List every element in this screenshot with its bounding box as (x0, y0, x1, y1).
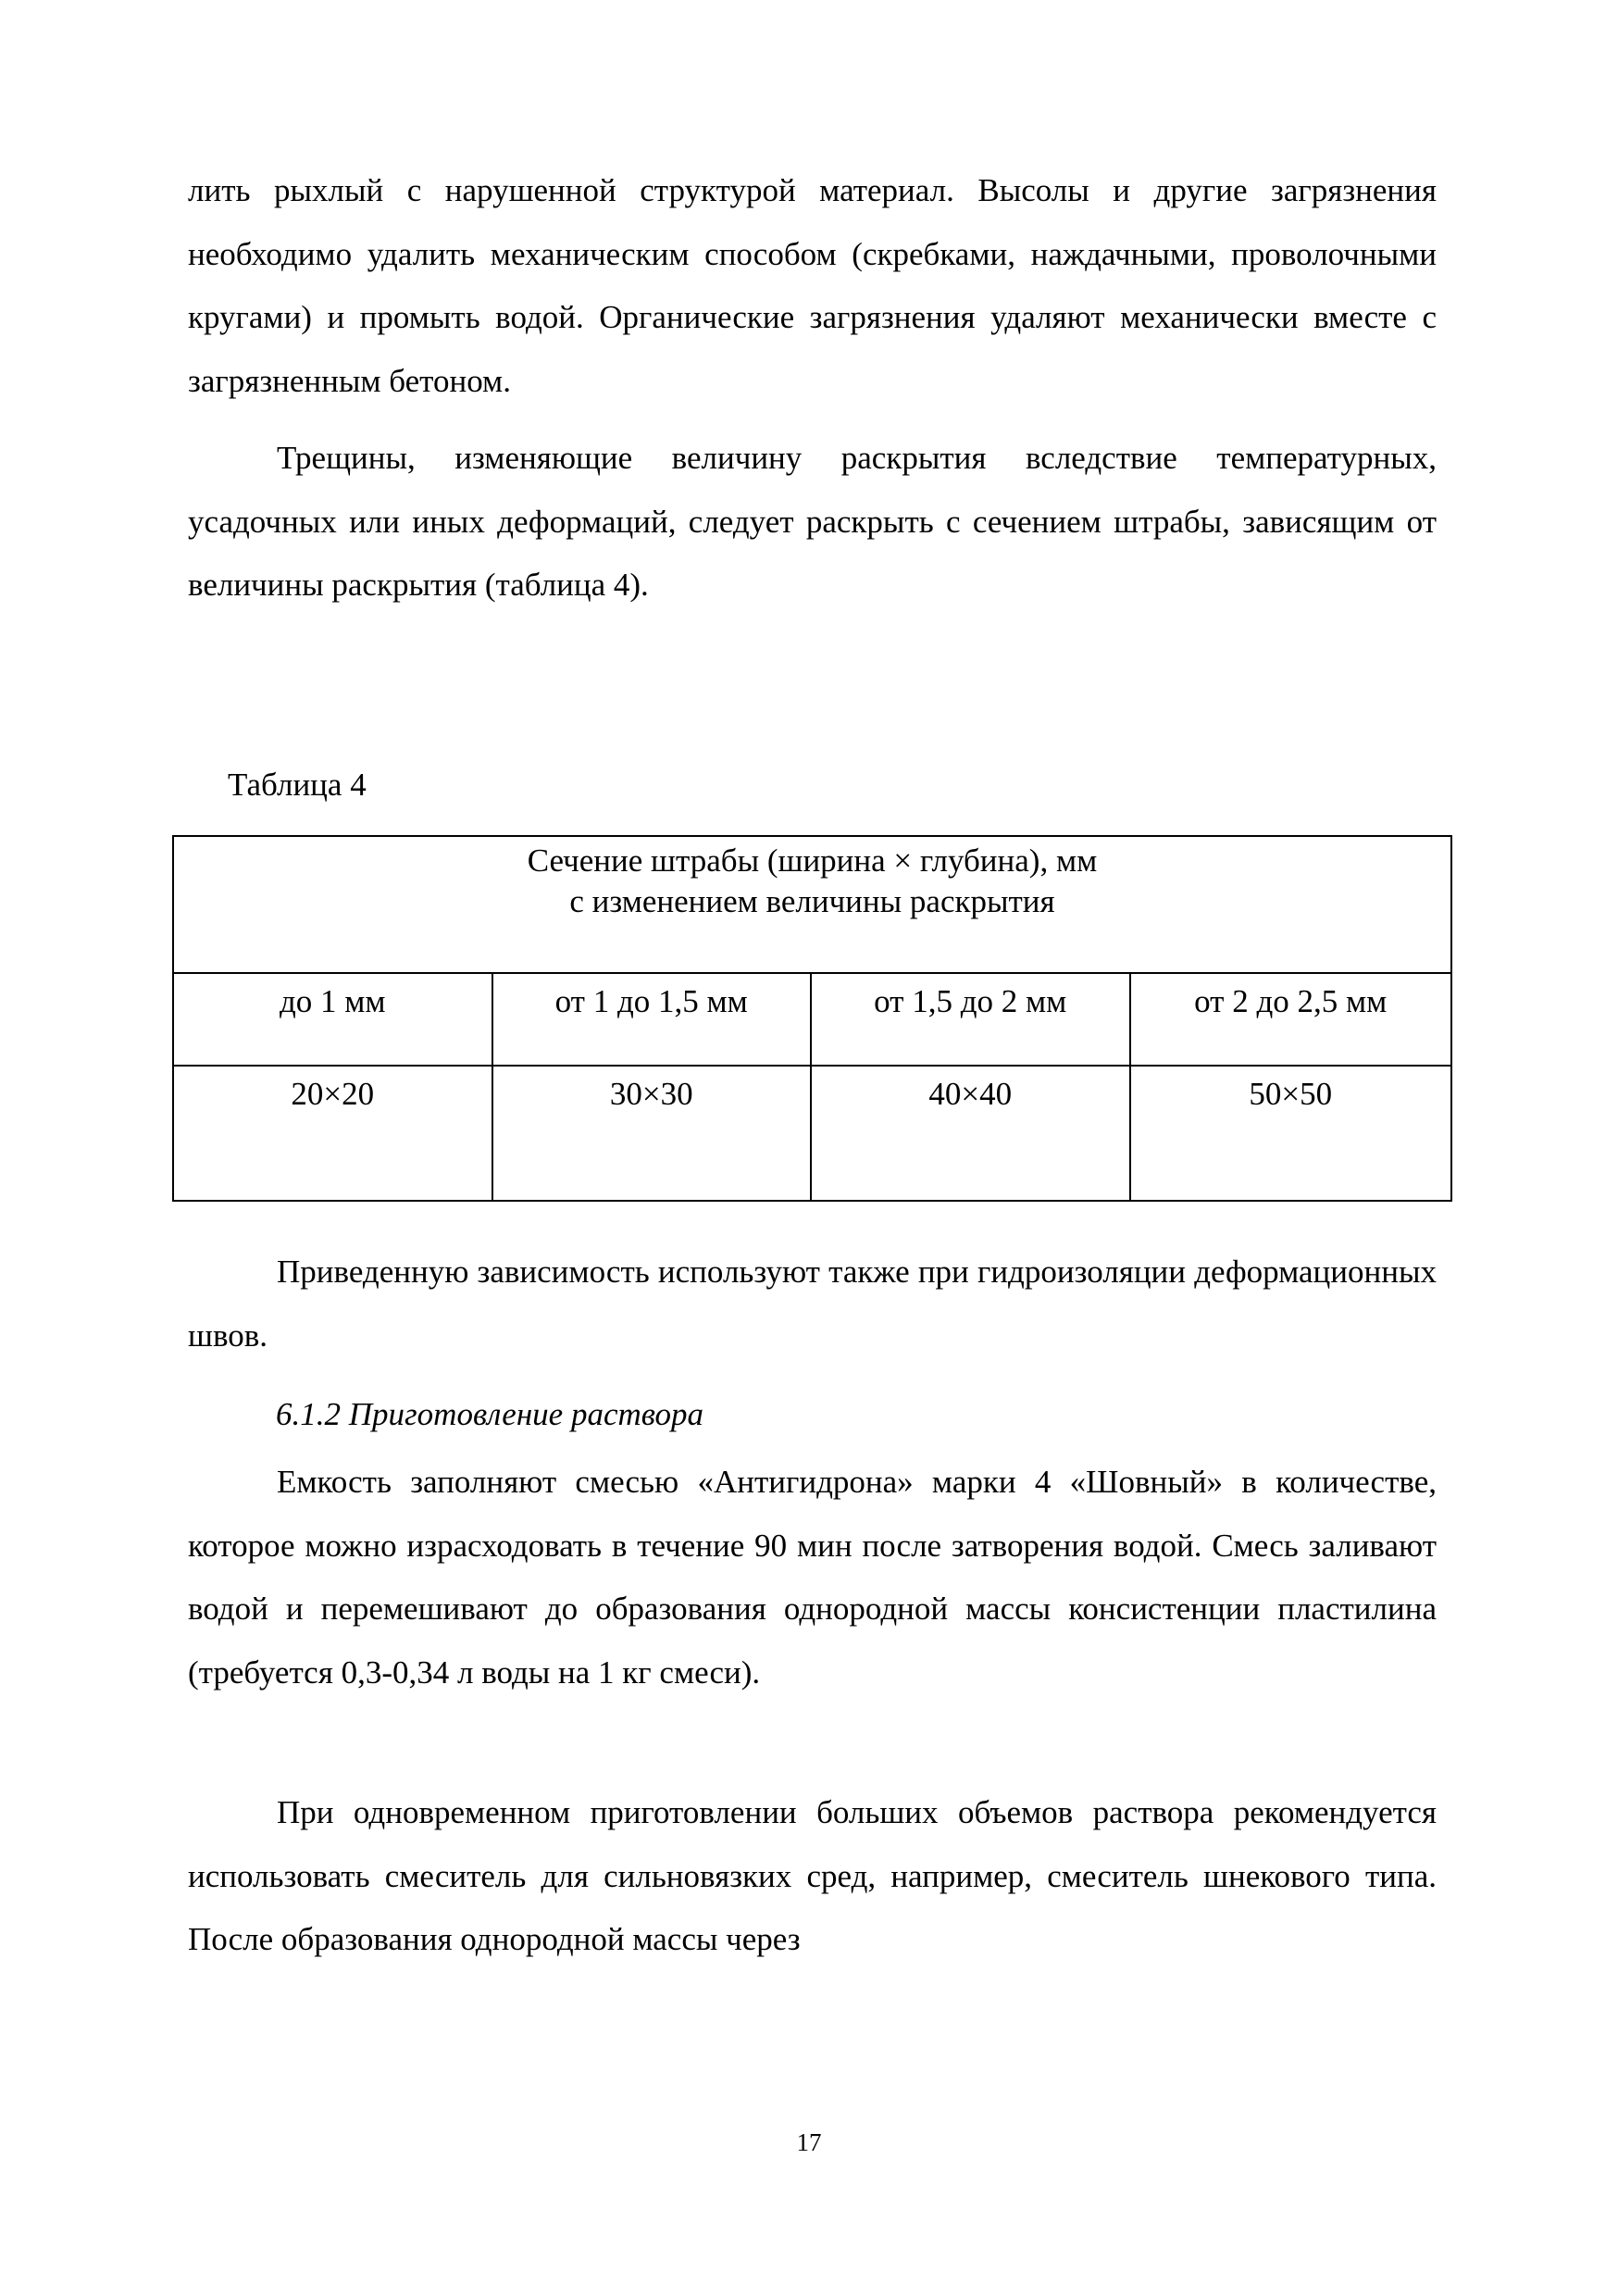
range-cell: от 2 до 2,5 мм (1130, 973, 1452, 1066)
strip-section-table (172, 835, 1452, 1202)
table-row (173, 973, 1451, 1066)
value-cell: 20×20 (173, 1066, 492, 1201)
value-cell: 40×40 (811, 1066, 1130, 1201)
value-cell: 30×30 (492, 1066, 812, 1201)
paragraph-preparation: Емкость заполняют смесью «Антигидрона» марки 4 «Шовный» в количестве, которое можно израсходовать в течение 90 мин после затворения водой. Смесь заливают водой и перемешивают до образования однородной массы консистенции пластилина (требуется 0,3-0,34 л воды на 1 кг смеси). (188, 1464, 1437, 1691)
paragraph-cleaning: лить рыхлый с нарушенной структурой материал. Высолы и другие загрязнения необходимо удалить механическим способом (скребками, наждачными, проволочными кругами) и промыть водой. Органические загрязнения удаляют механически вместе с загрязненным бетоном. (188, 172, 1437, 399)
paragraph-dependency: Приведенную зависимость используют также при гидроизоляции деформационных швов. (188, 1254, 1437, 1354)
range-cell: до 1 мм (173, 973, 492, 1066)
table-row (173, 1066, 1451, 1201)
paragraph-mixer: При одновременном приготовлении больших объемов раствора рекомендуется использовать смеситель для сильновязких сред, например, смеситель шнекового типа. После образования однородной массы через (188, 1794, 1437, 1957)
page-number: 17 (796, 2128, 822, 2156)
table-caption: Таблица 4 (228, 767, 367, 803)
table-header-cell (173, 836, 1451, 973)
section-heading: 6.1.2 Приготовление раствора (276, 1396, 704, 1432)
paragraph-cracks: Трещины, изменяющие величину раскрытия вследствие температурных, усадочных или иных деформаций, следует раскрыть с сечением штрабы, зависящим от величины раскрытия (таблица 4). (188, 440, 1437, 603)
value-cell: 50×50 (1130, 1066, 1452, 1201)
table-header-row (173, 836, 1451, 973)
table-header-line-2: с изменением величины раскрытия (569, 883, 1055, 919)
table-header-line-1: Сечение штрабы (ширина × глубина), мм (527, 842, 1098, 879)
range-cell: от 1,5 до 2 мм (811, 973, 1130, 1066)
range-cell: от 1 до 1,5 мм (492, 973, 812, 1066)
